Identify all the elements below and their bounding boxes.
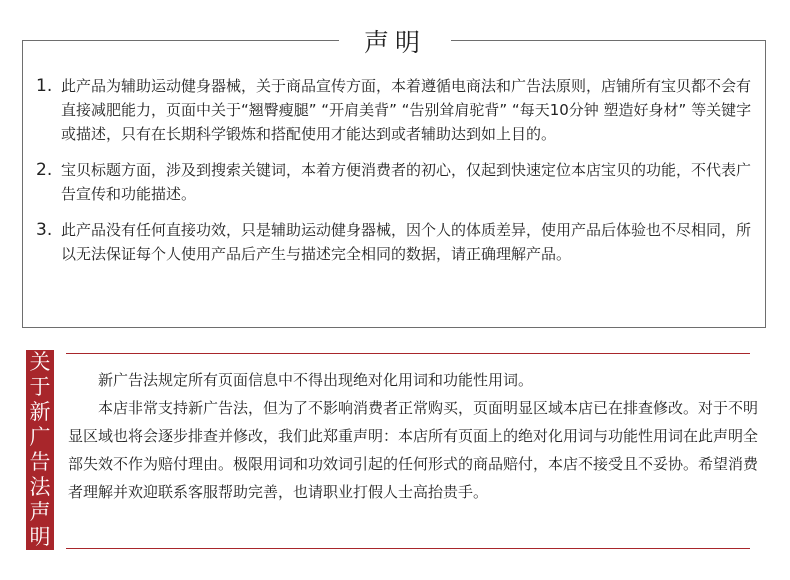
item-number: 1.	[36, 76, 53, 96]
item-number: 2.	[36, 160, 53, 180]
declaration-item-2	[36, 158, 762, 206]
item-number: 3.	[36, 220, 53, 240]
declaration-title: 声明	[339, 24, 451, 62]
declaration-list	[36, 74, 762, 278]
declaration-item-1	[36, 74, 762, 146]
notice-paragraph-1: 新广告法规定所有页面信息中不得出现绝对化用词和功能性用词。	[98, 371, 534, 389]
notice-body	[68, 366, 760, 506]
item-text: 此产品没有任何直接功效，只是辅助运动健身器械，因个人的体质差异，使用产品后体验也不尽相同，所以无法保证每个人使用产品后产生与描述完全相同的数据，请正确理解产品。	[61, 221, 752, 263]
side-label-text: 关于新广告法声明	[29, 350, 51, 549]
declaration-item-3	[36, 218, 762, 266]
notice-bottom-divider	[66, 548, 750, 549]
notice-top-divider	[66, 353, 750, 354]
notice-side-label	[26, 350, 54, 550]
item-text: 此产品为辅助运动健身器械，关于商品宣传方面，本着遵循电商法和广告法原则，店铺所有宝贝都不会有直接减肥能力，页面中关于“翘臀瘦腿” “开肩美背” “告别耸肩驼背” “每天10分钟 塑造好身材” 等关键字或描述，只有在长期科学锻炼和搭配使用才能达到或者辅助达到如上目的。	[61, 77, 752, 143]
item-text: 宝贝标题方面，涉及到搜索关键词，本着方便消费者的初心，仅起到快速定位本店宝贝的功能，不代表广告宣传和功能描述。	[61, 161, 752, 203]
notice-paragraph-2: 本店非常支持新广告法，但为了不影响消费者正常购买，页面明显区域本店已在排查修改。对于不明显区域也将会逐步排查并修改，我们此郑重声明：本店所有页面上的绝对化用词与功能性用词在此声明全部失效不作为赔付理由。极限用词和功效词引起的任何形式的商品赔付，本店不接受且不妥协。希望消费者理解并欢迎联系客服帮助完善，也请职业打假人士高抬贵手。	[68, 399, 759, 501]
